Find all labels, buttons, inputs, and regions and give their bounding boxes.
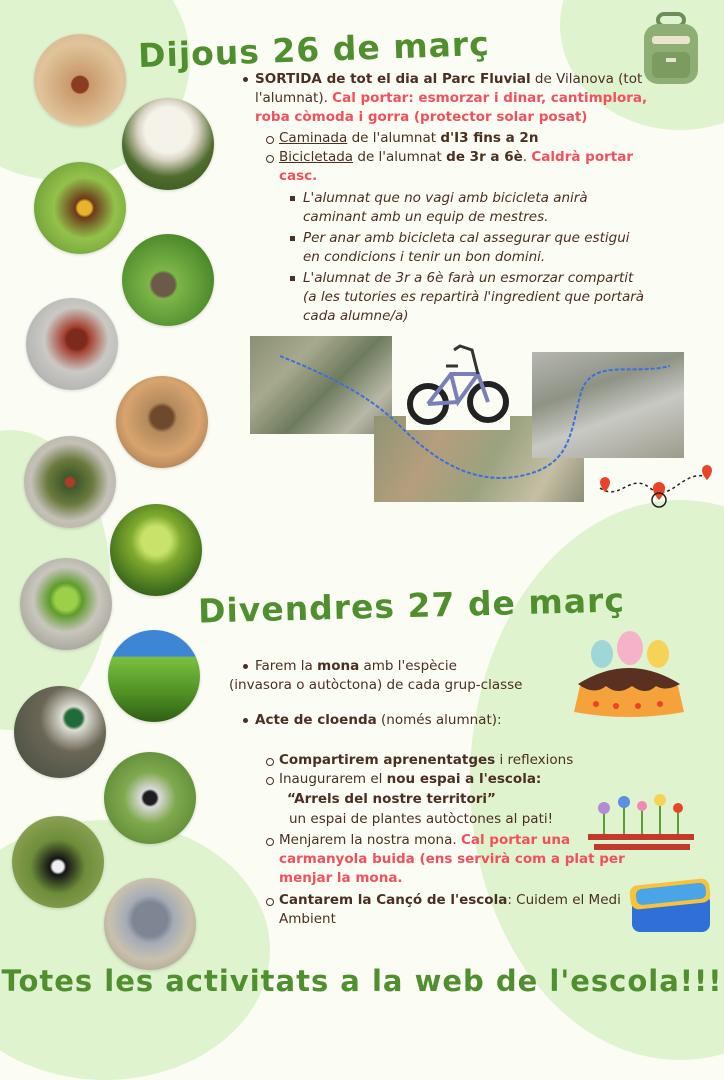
mona-cake-icon <box>566 626 692 722</box>
backpack-icon <box>636 12 706 86</box>
bicicletada-line2: casc. <box>279 168 318 184</box>
square-bullet <box>290 236 295 241</box>
sub-bullet <box>266 758 274 766</box>
wasp-photo <box>34 162 126 254</box>
bicycle-icon <box>406 336 510 430</box>
crayfish-photo <box>26 298 118 390</box>
stink-bug-photo <box>122 234 214 326</box>
magpie-photo <box>12 816 104 908</box>
note2-line1: Per anar amb bicicleta cal assegurar que estigui <box>303 230 630 246</box>
note3-line2: (a les tutories es repartirà l'ingredient que portarà <box>303 289 645 305</box>
square-bullet <box>290 196 295 201</box>
menjarem-line2: carmanyola buida (ens servirà com a plat per <box>279 851 625 867</box>
caminada-line: Caminada de l'alumnat d'I3 fins a 2n <box>279 130 539 146</box>
flower-garden-icon <box>584 792 698 854</box>
sub-bullet <box>266 136 274 144</box>
aprenentatges-line: Compartirem aprenentatges i reflexions <box>279 752 574 768</box>
ant-photo <box>34 34 126 126</box>
note2-line2: en condicions i tenir un bon domini. <box>303 249 546 265</box>
note1-line2: caminant amb un equip de mestres. <box>303 209 549 225</box>
sub-bullet <box>266 155 274 163</box>
turtle-photo <box>24 436 116 528</box>
duck-photo <box>14 686 106 778</box>
sub-bullet <box>266 777 274 785</box>
day1-line3: roba còmoda i gorra (protector solar posat) <box>255 109 588 125</box>
grass-plume-photo <box>122 98 214 190</box>
parakeet-photo <box>20 558 112 650</box>
bullet <box>243 664 248 669</box>
inaugurarem-line: Inaugurarem el nou espai a l'escola: <box>279 771 542 787</box>
lunchbox-icon <box>628 874 714 938</box>
cantarem-line2: Ambient <box>279 911 336 927</box>
bullet <box>243 77 248 82</box>
mosquito-photo <box>104 752 196 844</box>
pigeon-photo <box>104 878 196 970</box>
mona-line2: (invasora o autòctona) de cada grup-classe <box>229 677 523 693</box>
footer-message: Totes les activitats a la web de l'escola!!! <box>1 964 723 998</box>
mona-line1: Farem la mona amb l'espècie <box>255 658 457 674</box>
bullet <box>243 718 248 723</box>
day1-line2: l'alumnat). Cal portar: esmorzar i dinar, cantimplora, <box>255 90 648 106</box>
day2-title: Divendres 27 de març <box>197 580 626 631</box>
arrels-quote: “Arrels del nostre territori” <box>287 791 496 807</box>
espai-plantes-line: un espai de plantes autòctones al pati! <box>289 811 554 827</box>
note1-line1: L'alumnat que no vagi amb bicicleta anirà <box>303 190 588 206</box>
menjarem-line1: Menjarem la nostra mona. Cal portar una <box>279 832 571 848</box>
note3-line3: cada alumne/a) <box>303 308 409 324</box>
tree-leaves-photo <box>110 504 202 596</box>
cantarem-line1: Cantarem la Cançó de l'escola: Cuidem el Medi <box>279 892 621 908</box>
route-pins-icon <box>590 462 714 514</box>
bicicletada-line: Bicicletada de l'alumnat de 3r a 6è. Caldrà portar <box>279 149 633 165</box>
sub-bullet <box>266 838 274 846</box>
cloenda-line: Acte de cloenda (només alumnat): <box>255 712 502 728</box>
note3-line1: L'alumnat de 3r a 6è farà un esmorzar compartit <box>303 270 634 286</box>
day1-line1: SORTIDA de tot el dia al Parc Fluvial de Vilanova (tot <box>255 71 643 87</box>
sub-bullet <box>266 898 274 906</box>
square-bullet <box>290 276 295 281</box>
menjarem-line3: menjar la mona. <box>279 870 403 886</box>
day1-title: Dijous 26 de març <box>137 23 491 76</box>
sparrow-photo <box>116 376 208 468</box>
reed-field-photo <box>108 630 200 722</box>
